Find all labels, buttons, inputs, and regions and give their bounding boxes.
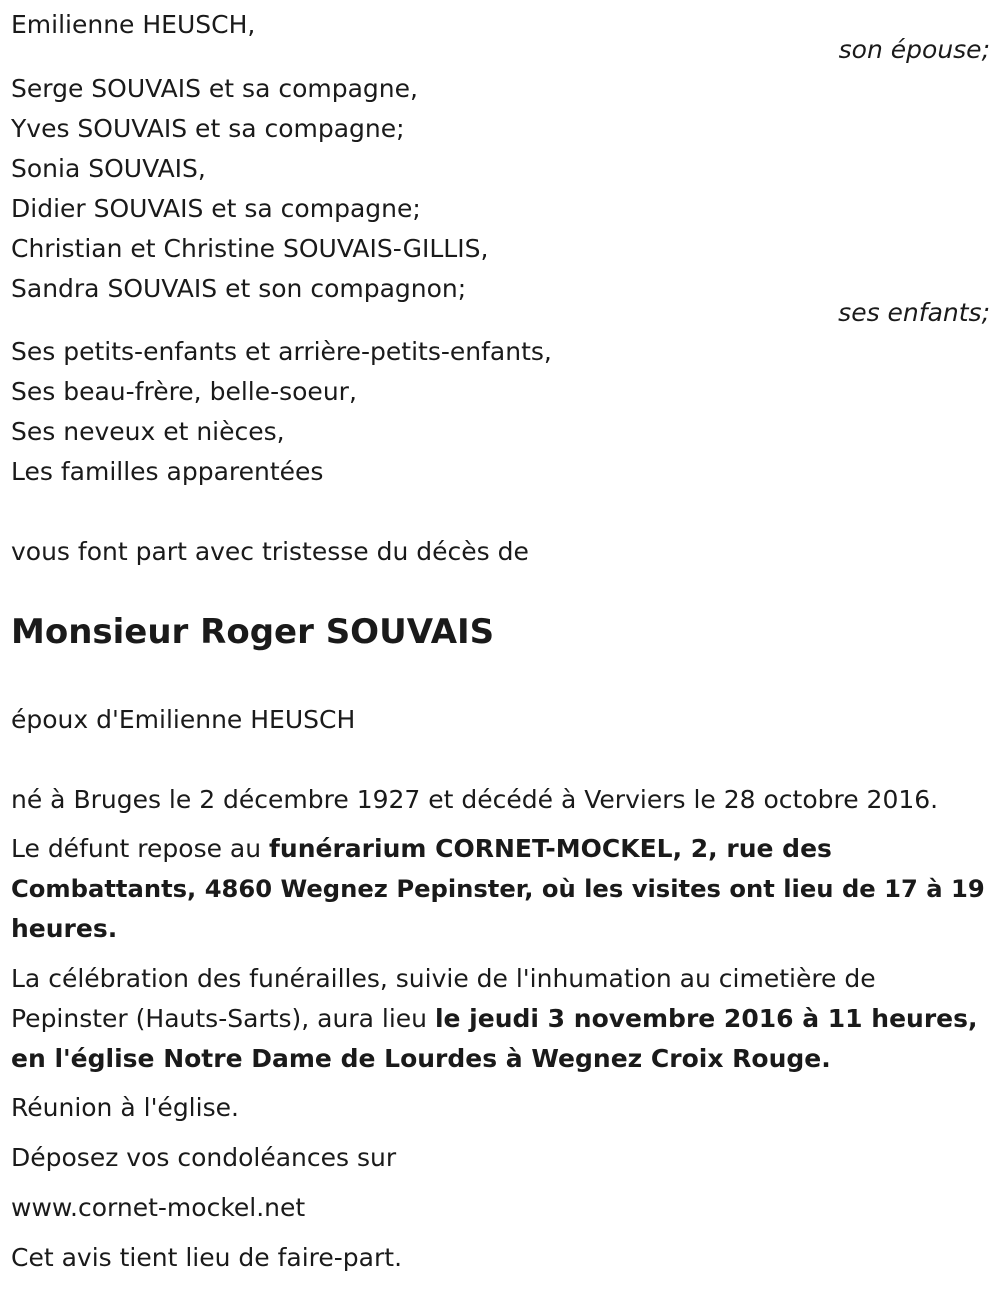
child-line: Sonia SOUVAIS,	[11, 154, 206, 183]
child-line: Christian et Christine SOUVAIS-GILLIS,	[11, 234, 489, 263]
ceremony-line-1: La célébration des funérailles, suivie de l'inhumation au cimetière de	[11, 964, 876, 993]
condolences-line: Déposez vos condoléances sur	[11, 1143, 397, 1172]
closing-line: Cet avis tient lieu de faire-part.	[11, 1243, 403, 1272]
spouse-of: époux d'Emilienne HEUSCH	[11, 705, 356, 734]
repose-location: funérarium CORNET-MOCKEL, 2, rue des	[269, 834, 832, 863]
child-line: Sandra SOUVAIS et son compagnon;	[11, 274, 467, 303]
ceremony-church: en l'église Notre Dame de Lourdes à Wegnez Croix Rouge.	[11, 1044, 831, 1073]
child-line: Serge SOUVAIS et sa compagne,	[11, 74, 418, 103]
repose-line-3	[11, 914, 117, 944]
relative-line: Les familles apparentées	[11, 457, 324, 486]
spouse-role: son épouse;	[838, 35, 990, 64]
ceremony-place: Pepinster (Hauts-Sarts), aura lieu	[11, 1004, 435, 1033]
ceremony-line-3	[11, 1044, 831, 1074]
children-role: ses enfants;	[838, 298, 990, 327]
repose-line-1	[11, 834, 832, 864]
ceremony-date: le jeudi 3 novembre 2016 à 11 heures,	[434, 1004, 978, 1033]
spouse-line: Emilienne HEUSCH,	[11, 10, 256, 39]
deceased-name: Monsieur Roger SOUVAIS	[11, 612, 495, 652]
repose-address: Combattants, 4860 Wegnez Pepinster, où les visites ont lieu de 17 à 19	[11, 875, 985, 903]
relative-line: Ses neveux et nièces,	[11, 417, 285, 446]
child-line: Yves SOUVAIS et sa compagne;	[11, 114, 405, 143]
reunion-line: Réunion à l'église.	[11, 1093, 239, 1122]
repose-line-2	[11, 874, 985, 904]
repose-intro: Le défunt repose au	[11, 834, 270, 863]
ceremony-line-2	[11, 1004, 978, 1034]
repose-end: heures.	[11, 914, 118, 943]
child-line: Didier SOUVAIS et sa compagne;	[11, 194, 421, 223]
relative-line: Ses beau-frère, belle-soeur,	[11, 377, 357, 406]
relative-line: Ses petits-enfants et arrière-petits-enfants,	[11, 337, 552, 366]
website-link[interactable]: www.cornet-mockel.net	[11, 1193, 306, 1222]
birth-death-line: né à Bruges le 2 décembre 1927 et décédé à Verviers le 28 octobre 2016.	[11, 785, 939, 814]
announcement: vous font part avec tristesse du décès de	[11, 537, 529, 566]
